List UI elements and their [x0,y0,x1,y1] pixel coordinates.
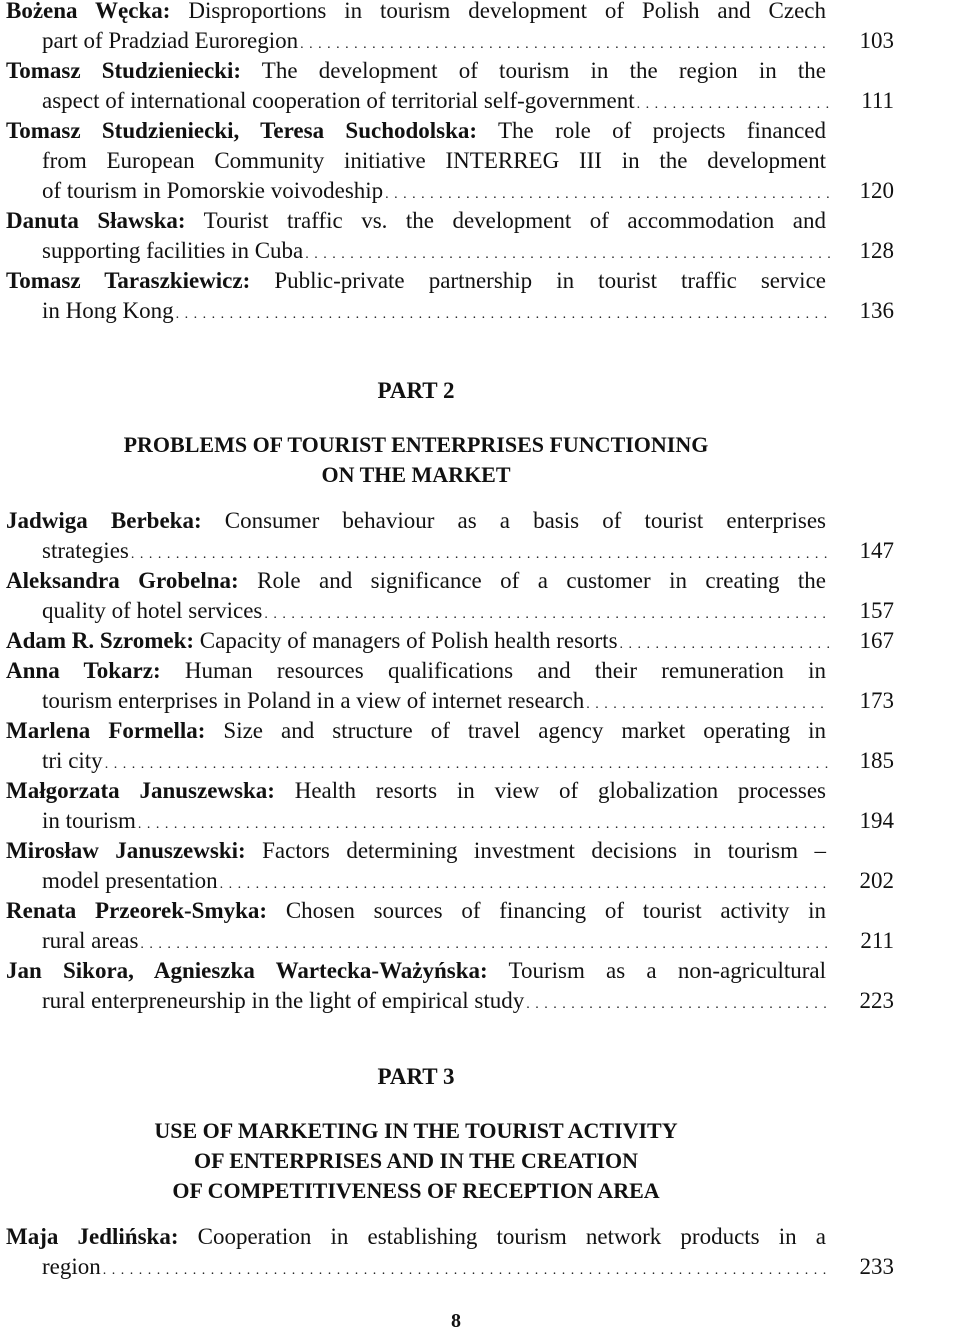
toc-page-number: 128 [859,238,894,263]
toc-author: Marlena Formella: [6,718,206,743]
toc-entry-first-line [6,716,826,746]
toc-entry [6,266,894,326]
leader-dots [637,86,830,120]
toc-author: Mirosław Januszewski: [6,838,246,863]
toc-title: Disproportions in tourism development of Polish and Czech [170,0,826,23]
leader-dots [103,1252,830,1286]
toc-page-number: 233 [859,1254,894,1279]
leader-dots [140,926,830,960]
toc-page-number: 111 [861,88,894,113]
toc-entry-last-line [42,806,894,836]
toc-title: The development of tourism in the region in the [241,58,826,83]
section-title [6,1116,826,1206]
toc-entry-first-line [6,116,826,146]
toc-entry-last-line [42,986,894,1016]
toc-entry-single-line [6,626,894,656]
toc-page-number: 202 [859,868,894,893]
leader-dots [220,866,830,900]
toc-title-continuation: quality of hotel services [42,598,263,623]
toc-title: Tourism as a non-agricultural [487,958,826,983]
toc-entry [6,656,894,716]
toc-entry [6,626,894,656]
toc-entry-first-line [6,206,826,236]
toc-entry [6,566,894,626]
toc-entry-last-line [42,176,894,206]
toc-entry-last-line [42,926,894,956]
toc-page-number: 167 [859,628,894,653]
toc-page-number: 157 [859,598,894,623]
table-of-contents [6,0,960,1341]
leader-dots [131,536,830,570]
toc-entry-first-line [6,776,826,806]
toc-title: Health resorts in view of globalization processes [274,778,826,803]
toc-title-continuation: tourism enterprises in Poland in a view of internet research [42,688,585,713]
section-title-line: USE OF MARKETING IN THE TOURIST ACTIVITY [154,1118,678,1143]
toc-entry-first-line [6,1222,826,1252]
toc-author: Jadwiga Berbeka: [6,508,202,533]
toc-title-continuation: region [42,1254,101,1279]
toc-title: Size and structure of travel agency market operating in [205,718,826,743]
toc-title: Role and significance of a customer in creating the [238,568,826,593]
page-number-footer: 8 [451,1310,461,1332]
toc-author: Jan Sikora, Agnieszka Wartecka-Ważyńska: [6,958,488,983]
toc-page-number: 223 [859,988,894,1013]
leader-dots [620,626,830,660]
toc-page-number: 147 [859,538,894,563]
leader-dots [105,746,830,780]
toc-entry-first-line [6,836,826,866]
toc-title: Public-private partnership in tourist traffic service [250,268,826,293]
toc-entry-first-line [6,656,826,686]
leader-dots [300,26,830,60]
toc-entry-middle-line [42,146,826,176]
toc-title-continuation: of tourism in Pomorskie voivodeship [42,178,384,203]
toc-author: Tomasz Studzieniecki, Teresa Suchodolska: [6,118,478,143]
toc-entry-first-line [6,56,826,86]
toc-entry-last-line [42,1252,894,1282]
toc-entry-last-line [42,536,894,566]
toc-page-number: 173 [859,688,894,713]
toc-title-continuation: in Hong Kong [42,298,174,323]
part-label: PART 3 [377,1064,455,1089]
toc-entry-first-line [6,506,826,536]
toc-title-continuation: rural enterpreneurship in the light of empirical study [42,988,525,1013]
toc-entry-last-line [42,26,894,56]
toc-entry-last-line [42,236,894,266]
toc-entry [6,116,894,206]
toc-title: Consumer behaviour as a basis of tourist enterprises [201,508,827,533]
toc-author: Bożena Węcka: [6,0,171,23]
toc-entry-last-line [42,866,894,896]
toc-page-number: 103 [859,28,894,53]
toc-author: Tomasz Studzieniecki: [6,58,242,83]
section-title [6,430,826,490]
toc-title-continuation: supporting facilities in Cuba [42,238,304,263]
toc-title-continuation: from European Community initiative INTERREG III in the development [42,148,826,173]
toc-entry [6,1222,894,1282]
toc-author: Małgorzata Januszewska: [6,778,275,803]
toc-entry-first-line [6,956,826,986]
leader-dots [176,296,830,330]
toc-author: Tomasz Taraszkiewicz: [6,268,251,293]
leader-dots [385,176,830,210]
toc-title-continuation: strategies [42,538,129,563]
section-title-line: OF ENTERPRISES AND IN THE CREATION [194,1148,638,1173]
toc-title-continuation: part of Pradziad Euroregion [42,28,299,53]
toc-title-continuation: aspect of international cooperation of territorial self-government [42,88,635,113]
section-title-line: ON THE MARKET [321,462,511,487]
toc-entry [6,56,894,116]
leader-dots [305,236,830,270]
toc-title: Capacity of managers of Polish health resorts [194,628,618,653]
toc-entry-first-line [6,0,826,26]
toc-author: Renata Przeorek-Smyka: [6,898,268,923]
toc-title: Tourist traffic vs. the development of accommodation and [185,208,826,233]
toc-author: Adam R. Szromek: [6,628,195,653]
toc-author: Anna Tokarz: [6,658,161,683]
toc-title-continuation: in tourism [42,808,136,833]
toc-title: Human resources qualifications and their remuneration in [160,658,827,683]
toc-entry [6,896,894,956]
toc-entry-last-line [42,596,894,626]
toc-entry-last-line [42,296,894,326]
toc-page-number: 185 [859,748,894,773]
toc-title: Chosen sources of financing of tourist activity in [267,898,826,923]
toc-author: Maja Jedlińska: [6,1224,179,1249]
toc-entry [6,0,894,56]
toc-entry [6,506,894,566]
toc-entry-last-line [42,746,894,776]
toc-entry [6,716,894,776]
toc-entry-last-line [42,686,894,716]
section-title-line: OF COMPETITIVENESS OF RECEPTION AREA [172,1178,660,1203]
toc-page-number: 136 [859,298,894,323]
toc-author: Aleksandra Grobelna: [6,568,239,593]
toc-entry [6,776,894,836]
toc-author: Danuta Sławska: [6,208,186,233]
toc-title: Cooperation in establishing tourism network products in a [178,1224,827,1249]
toc-entry-first-line [6,896,826,926]
toc-entry-first-line [6,566,826,596]
leader-dots [586,686,830,720]
toc-entry-last-line [42,86,894,116]
section-title-line: PROBLEMS OF TOURIST ENTERPRISES FUNCTIONING [123,432,709,457]
toc-title-continuation: tri city [42,748,103,773]
toc-title-continuation: model presentation [42,868,218,893]
part-label: PART 2 [377,378,455,403]
toc-title: The role of projects financed [477,118,826,143]
toc-page-number: 211 [860,928,894,953]
toc-page-number: 120 [859,178,894,203]
leader-dots [526,986,830,1020]
toc-entry [6,836,894,896]
leader-dots [264,596,830,630]
leader-dots [138,806,830,840]
toc-entry [6,206,894,266]
toc-title: Factors determining investment decisions in tourism – [245,838,826,863]
toc-entry-first-line [6,266,826,296]
toc-page-number: 194 [859,808,894,833]
toc-entry [6,956,894,1016]
toc-title-continuation: rural areas [42,928,139,953]
